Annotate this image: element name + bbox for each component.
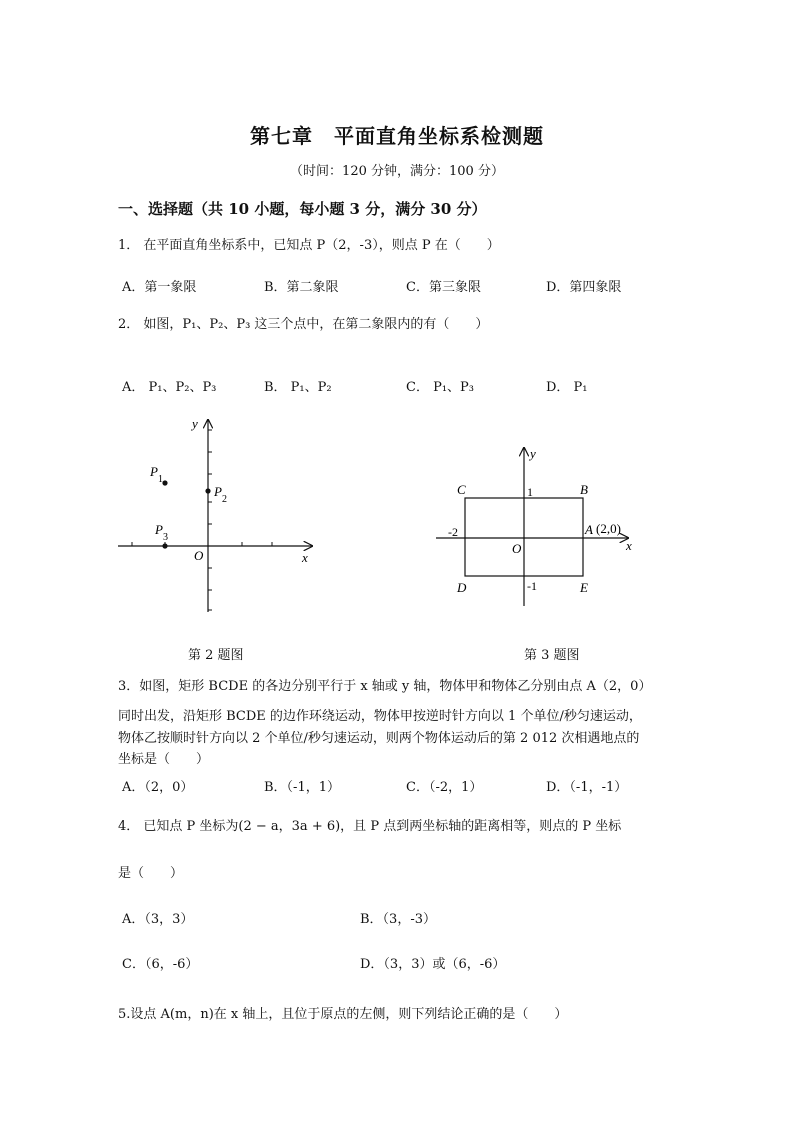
y-label: y [192,416,198,431]
q3-option-b: B．（-1，1） [264,780,340,795]
section-heading: 一、选择题（共 10 小题，每小题 3 分，满分 30 分） [118,200,487,218]
q2-option-a: A． P₁、P₂、P₃ [122,380,217,395]
q4-option-a: A．（3，3） [122,912,194,927]
point-p3 [162,543,167,548]
x-label: x [626,538,632,553]
x-label: x [302,550,308,565]
question-4-line-2: 是（ ） [118,866,184,881]
tick-label-1: 1 [527,485,533,499]
vertex-e-label: E [580,580,588,595]
q1-option-d: D．第四象限 [546,280,622,295]
figure-q3-caption: 第 3 题图 [524,648,580,663]
p3-label: P [155,522,163,537]
figure-q2-caption: 第 2 题图 [188,648,244,663]
y-label: y [530,446,536,461]
question-2: 2． 如图，P₁、P₂、P₃ 这三个点中，在第二象限内的有（ ） [118,317,489,332]
page-title: 第七章 平面直角坐标系检测题 [250,124,544,148]
point-a-label: A [585,522,593,537]
figure-q2 [112,412,322,622]
vertex-b-label: B [580,482,588,497]
q3-option-a: A．（2，0） [122,780,194,795]
q3-option-d: D．（-1，-1） [546,780,628,795]
p1-subscript: 1 [158,474,163,485]
p1-label: P [150,464,158,479]
tick-label-neg1: -1 [527,579,537,593]
point-p1 [162,480,167,485]
vertex-d-label: D [457,580,467,595]
exam-time-info: （时间：120 分钟，满分：100 分） [290,164,504,179]
question-3-line-3: 物体乙按顺时针方向以 2 个单位/秒匀速运动，则两个物体运动后的第 2 012 次相遇地点的 [118,731,640,746]
point-a-coord: (2,0) [596,521,621,536]
q4-option-d: D．（3，3）或（6，-6） [360,957,506,972]
q2-option-d: D． P₁ [546,380,588,395]
q1-option-a: A．第一象限 [122,280,197,295]
q4-option-c: C．（6，-6） [122,957,199,972]
origin-label: O [194,548,204,563]
point-p2 [205,488,210,493]
q4-option-b: B．（3，-3） [360,912,436,927]
question-1: 1． 在平面直角坐标系中，已知点 P（2，-3），则点 P 在（ ） [118,238,500,253]
question-5: 5.设点 A(m，n)在 x 轴上，且位于原点的左侧，则下列结论正确的是（ ） [118,1007,568,1022]
q1-option-c: C．第三象限 [406,280,481,295]
axis-ticks [132,430,272,610]
question-3-line-1: 3．如图，矩形 BCDE 的各边分别平行于 x 轴或 y 轴，物体甲和物体乙分别由点 A（2，0） [118,679,652,694]
figure-q3 [430,442,640,612]
q1-option-b: B．第二象限 [264,280,339,295]
question-4-line-1: 4． 已知点 P 坐标为(2 − a，3a + 6)，且 P 点到两坐标轴的距离相等，则点的 P 坐标 [118,819,622,834]
p2-label: P [214,484,222,499]
question-3-line-2: 同时出发，沿矩形 BCDE 的边作环绕运动，物体甲按逆时针方向以 1 个单位/秒匀速运动， [118,709,642,724]
q2-option-b: B． P₁、P₂ [264,380,332,395]
p3-subscript: 3 [163,532,168,543]
origin-label: O [512,541,522,556]
vertex-c-label: C [457,482,466,497]
question-3-line-4: 坐标是（ ） [118,752,210,767]
p2-subscript: 2 [222,494,227,505]
q3-option-c: C．（-2，1） [406,780,483,795]
tick-label-neg2: -2 [448,525,458,539]
q2-option-c: C． P₁、P₃ [406,380,474,395]
